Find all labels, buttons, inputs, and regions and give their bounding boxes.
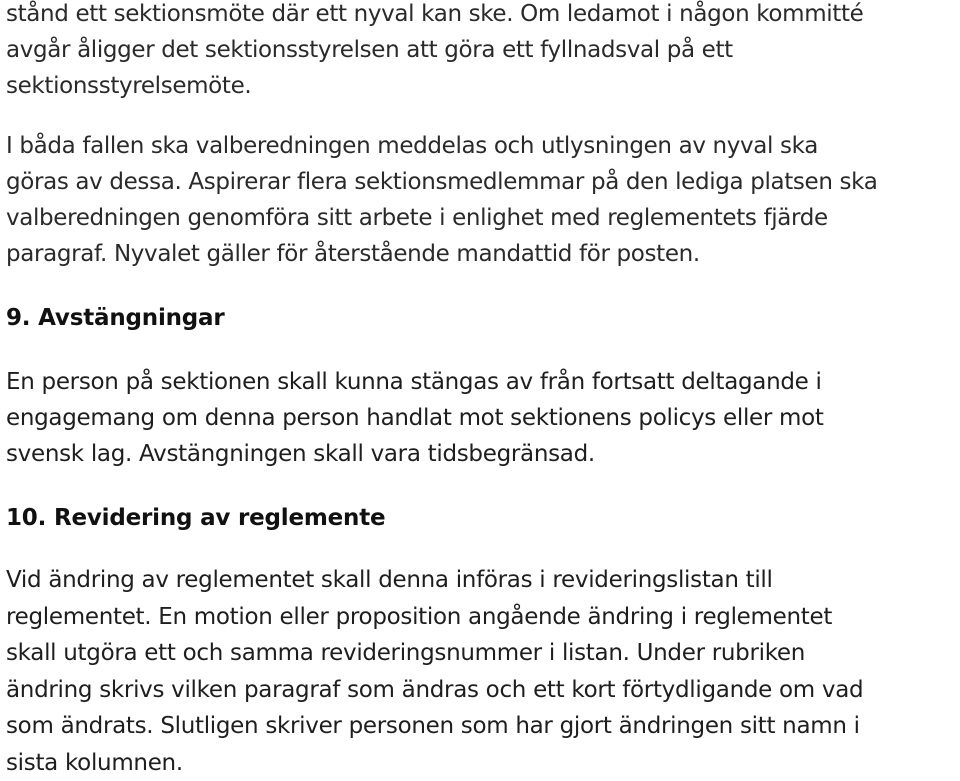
paragraph-revidering — [6, 562, 863, 781]
text-line: svensk lag. Avstängningen skall vara tidsbegränsad. — [6, 436, 824, 472]
text-line: avgår åligger det sektionsstyrelsen att göra ett fyllnadsval på ett — [6, 32, 863, 68]
text-line: valberedningen genomföra sitt arbete i enlighet med reglementets fjärde — [6, 200, 878, 236]
text-line: I båda fallen ska valberedningen meddelas och utlysningen av nyval ska — [6, 128, 878, 164]
section-heading-avstangningar: 9. Avstängningar — [6, 300, 225, 336]
text-line: sektionsstyrelsemöte. — [6, 68, 863, 104]
text-line: Vid ändring av reglementet skall denna införas i revideringslistan till — [6, 562, 863, 599]
text-line: som ändrats. Slutligen skriver personen som har gjort ändringen sitt namn i — [6, 708, 863, 745]
section-heading-revidering: 10. Revidering av reglemente — [6, 500, 385, 536]
paragraph-nyval — [6, 128, 878, 272]
text-line: skall utgöra ett och samma revideringsnummer i listan. Under rubriken — [6, 635, 863, 672]
text-line: sista kolumnen. — [6, 745, 863, 781]
text-line: En person på sektionen skall kunna stängas av från fortsatt deltagande i — [6, 364, 824, 400]
text-line: reglementet. En motion eller proposition angående ändring i reglementet — [6, 599, 863, 636]
text-line: stånd ett sektionsmöte där ett nyval kan ske. Om ledamot i någon kommitté — [6, 0, 863, 32]
text-line: ändring skrivs vilken paragraf som ändras och ett kort förtydligande om vad — [6, 672, 863, 709]
paragraph-fyllnadsval — [6, 0, 863, 104]
text-line: engagemang om denna person handlat mot sektionens policys eller mot — [6, 400, 824, 436]
paragraph-avstangningar — [6, 364, 824, 472]
text-line: göras av dessa. Aspirerar flera sektionsmedlemmar på den lediga platsen ska — [6, 164, 878, 200]
text-line: paragraf. Nyvalet gäller för återstående mandattid för posten. — [6, 236, 878, 272]
